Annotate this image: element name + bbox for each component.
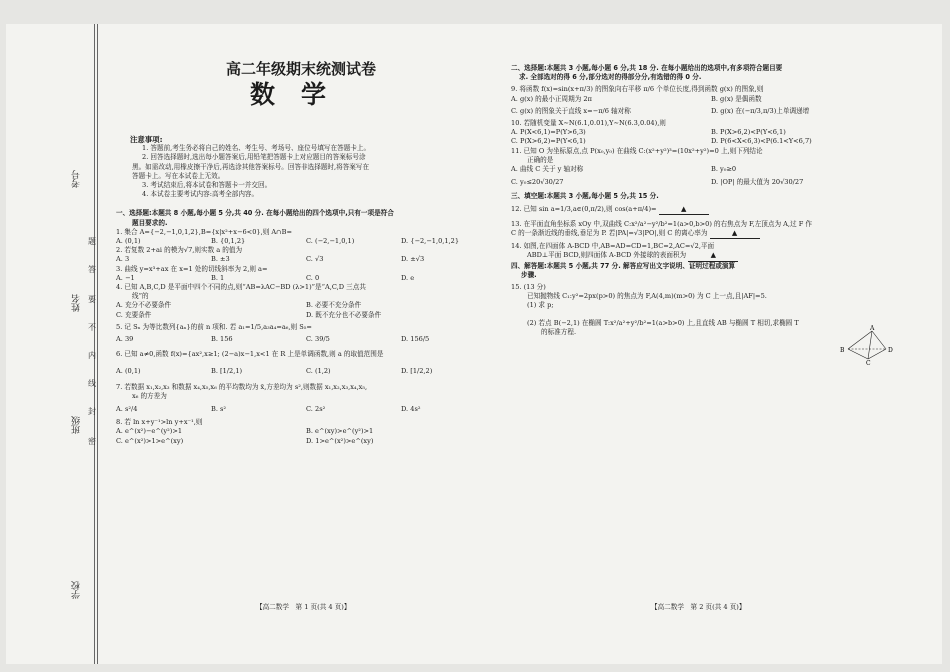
class-label: 班级 bbox=[72, 416, 82, 434]
question-stem: ABD⊥平面 BCD,则四面体 A-BCD 外接球的表面积为 ▲ bbox=[511, 251, 891, 261]
edge-ac bbox=[868, 331, 872, 359]
left-page bbox=[116, 60, 486, 446]
notice-item: 3. 考试结束后,将本试卷和答题卡一并交回。 bbox=[142, 181, 272, 190]
seal-char: 不 bbox=[88, 323, 96, 332]
question-stem: 4. 已知 A,B,C,D 是平面中四个不同的点,则“AB=λAC−BD (λ>1)”是“A,C,D 三点共 bbox=[116, 283, 366, 292]
binding-line-2 bbox=[97, 24, 98, 664]
question-stem: C 的一条渐近线的垂线,垂足为 P. 若|PA|=√3|PO|,则 C 的离心率为 ▲ bbox=[511, 229, 891, 239]
notice-item: 4. 本试卷主要考试内容:高考全部内容。 bbox=[142, 190, 259, 199]
options-row: A. 3 B. ±3 C. √3 D. ±√3 bbox=[116, 255, 425, 264]
vertex-label: C bbox=[866, 360, 871, 365]
section-heading: 题目要求的. bbox=[132, 218, 168, 227]
vertex-label: B bbox=[840, 347, 845, 354]
options-row: C. g(x) 的图象关于直线 x=−π/6 轴对称 D. g(x) 在(−π/3,π/3)上单调递增 bbox=[511, 106, 810, 115]
answer-blank: ▲ bbox=[688, 251, 738, 261]
options-row: C. y₀≤20√30/27 D. |OP| 的最大值为 20√30/27 bbox=[511, 178, 804, 187]
notice-item: 答题卡上。写在本试卷上无效。 bbox=[132, 171, 225, 180]
section-heading: 步骤. bbox=[521, 270, 537, 279]
options-row: A. 充分不必要条件 B. 必要不充分条件 bbox=[116, 301, 362, 310]
seal-char: 密 bbox=[88, 437, 96, 446]
tetrahedron-figure bbox=[838, 325, 896, 365]
options-row: A. 39 B. 156 C. 39/5 D. 156/5 bbox=[116, 335, 430, 344]
question-stem: 正确的是 bbox=[527, 155, 554, 164]
options-row: A. P(X<6,1)=P(Y>6,3) B. P(X>6,2)<P(Y<6,1) bbox=[511, 128, 786, 137]
question-stem: 1. 集合 A={−2,−1,0,1,2},B={x|x²+x−6<0},则 A∩B= bbox=[116, 227, 293, 236]
question-stem: 13. 在平面直角坐标系 xOy 中,双曲线 C:x²/a²−y²/b²=1(a>0,b>0) 的右焦点为 F,左顶点为 A,过 F 作 bbox=[511, 219, 812, 228]
seal-char: 答 bbox=[88, 265, 96, 274]
page-footer: 【高二数学 第 1 页(共 4 页)】 bbox=[256, 603, 351, 611]
binding-line bbox=[94, 24, 95, 664]
exam-title: 高二年级期末统测试卷 bbox=[225, 60, 376, 78]
question-stem: 11. 已知 O 为坐标原点,点 P(x₀,y₀) 在曲线 C:(x²+y²)³=(10x²+y²)=0 上,则下列结论 bbox=[511, 146, 763, 155]
notice-item: 1. 答题前,考生务必将自己的姓名、考生号、考场号、座位号填写在答题卡上。 bbox=[142, 144, 371, 153]
question-stem: x₆ 的方差为 bbox=[132, 391, 167, 400]
question-stem: 8. 若 ln x+y⁻¹>ln y+x⁻¹,则 bbox=[116, 418, 203, 427]
edge-cd bbox=[868, 349, 886, 359]
subject-title: 数学 bbox=[249, 80, 352, 109]
exam-number-label: 考号 bbox=[72, 170, 82, 188]
options-row: C. 充要条件 D. 既不充分也不必要条件 bbox=[116, 310, 382, 319]
question-stem: 已知抛物线 C₁:y²=2px(p>0) 的焦点为 F,A(4,m)(m>0) 为 C 上一点,且|AF|=5. bbox=[527, 292, 767, 301]
question-stem: 9. 将函数 f(x)=sin(x+π/3) 的图象向右平移 π/6 个单位长度,得到函数 g(x) 的图象,则 bbox=[511, 85, 764, 94]
notice-heading: 注意事项: bbox=[130, 135, 163, 144]
section-heading: 四、解答题:本题共 5 小题,共 77 分. 解答应写出文字说明、证明过程或演算 bbox=[511, 261, 736, 270]
seal-char: 封 bbox=[88, 407, 96, 416]
options-row: A. (0,1) B. {0,1,2} C. (−2,−1,0,1) D. {−2,−1,0,1,2} bbox=[116, 237, 460, 246]
options-row: A. (0,1) B. [1/2,1) C. (1,2) D. [1/2,2) bbox=[116, 367, 433, 376]
section-heading: 二、选择题:本题共 3 小题,每小题 6 分,共 18 分. 在每小题给出的选项中,有多项符合题目要 bbox=[511, 64, 783, 72]
question-stem: 5. 记 Sₙ 为等比数列{aₙ}的前 n 项和. 若 a₁=1/5,a₃a₄=a₆,则 S₅= bbox=[116, 322, 312, 331]
seal-char: 要 bbox=[88, 295, 96, 304]
name-label: 姓名 bbox=[72, 294, 82, 312]
options-row: C. e^(x²)>1>e^(xy) D. 1>e^(x²)>e^(xy) bbox=[116, 436, 374, 445]
question-stem: 14. 如图,在四面体 A-BCD 中,AB=AD=CD=1,BC=2,AC=√2,平面 bbox=[511, 242, 715, 251]
binding-margin bbox=[6, 24, 98, 664]
options-row: A. −1 B. 1 C. 0 D. e bbox=[116, 273, 415, 282]
question-stem: 的标准方程. bbox=[541, 327, 577, 336]
question-stem: 3. 曲线 y=x³+ax 在 x=1 处的切线斜率为 2,则 a= bbox=[116, 264, 268, 273]
question-stem: 15. (13 分) bbox=[511, 283, 546, 292]
school-label: 学校 bbox=[72, 581, 82, 599]
options-row: A. e^(x²)−e^(y²)>1 B. e^(xy)>e^(y²)>1 bbox=[116, 427, 374, 436]
page-footer: 【高二数学 第 2 页(共 4 页)】 bbox=[651, 603, 746, 611]
options-row: A. s²/4 B. s² C. 2s² D. 4s² bbox=[116, 405, 421, 414]
options-row: C. P(X>6,2)=P(Y<6,1) D. P(6<X<6,3)<P(6.1<Y<6,7) bbox=[511, 137, 812, 146]
vertex-label: D bbox=[888, 347, 893, 354]
seal-char: 内 bbox=[88, 351, 96, 360]
section-heading: 求. 全部选对的得 6 分,部分选对的得部分分,有选错的得 0 分. bbox=[519, 73, 702, 82]
seal-char: 题 bbox=[88, 237, 96, 246]
question-stem: 线”的 bbox=[132, 292, 149, 301]
notice-item: 2. 回答选择题时,选出每小题答案后,用铅笔把答题卡上对应题目的答案标号涂 bbox=[142, 153, 366, 162]
seal-char: 线 bbox=[88, 379, 96, 388]
question-stem: 7. 若数据 x₁,x₂,x₃ 和数据 x₄,x₅,x₆ 的平均数均为 x̄,方差均为 s²,则数据 x₁,x₂,x₃,x₄,x₅, bbox=[116, 382, 368, 391]
edge-ad bbox=[872, 331, 886, 349]
question-stem: 6. 已知 a≠0,函数 f(x)={ax²,x≥1; (2−a)x−1,x<1 在 R 上是单调函数,则 a 的取值范围是 bbox=[116, 350, 384, 359]
edge-ab bbox=[848, 331, 872, 349]
section-heading: 一、选择题:本题共 8 小题,每小题 5 分,共 40 分. 在每小题给出的四个选项中,只有一项是符合 bbox=[116, 209, 394, 218]
options-row: A. 曲线 C 关于 y 轴对称 B. y₀≥0 bbox=[511, 165, 737, 174]
right-page bbox=[511, 64, 891, 337]
answer-blank: ▲ bbox=[710, 229, 760, 239]
vertex-label: A bbox=[870, 325, 875, 332]
question-stem: (1) 求 p; bbox=[527, 301, 554, 310]
question-stem: 10. 若随机变量 X∼N(6.1,0.01),Y∼N(6.3,0.04),则 bbox=[511, 119, 666, 128]
options-row: A. g(x) 的最小正周期为 2π B. g(x) 是偶函数 bbox=[511, 94, 762, 103]
question-stem: 12. 已知 sin a=1/3,a∈(0,π/2),则 cos(a+π/4)= ▲ bbox=[511, 205, 891, 215]
notice-item: 黑。如需改动,用橡皮擦干净后,再选涂其他答案标号。回答非选择题时,将答案写在 bbox=[132, 162, 370, 171]
question-stem: (2) 若点 B(−2,1) 在椭圆 T:x²/a²+y²/b²=1(a>b>0) 上,且直线 AB 与椭圆 T 相切,求椭圆 T bbox=[527, 318, 799, 327]
edge-bc bbox=[848, 349, 868, 359]
section-heading: 三、填空题:本题共 3 小题,每小题 5 分,共 15 分. bbox=[511, 192, 659, 201]
question-stem: 2. 若复数 2+ai 的模为√7,则实数 a 的值为 bbox=[116, 246, 243, 255]
answer-blank: ▲ bbox=[659, 205, 709, 215]
